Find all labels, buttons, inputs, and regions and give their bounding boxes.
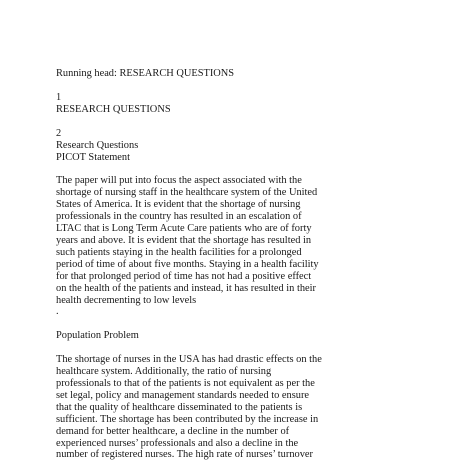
paragraph-picot bbox=[56, 175, 408, 318]
paragraph-line: on the health of the patients and instead, it has resulted in their bbox=[56, 282, 316, 294]
paragraph-population-problem bbox=[56, 354, 408, 461]
paragraph-line: LTAC that is Long Term Acute Care patients who are of forty bbox=[56, 223, 312, 235]
page-number-2: 2 bbox=[56, 127, 62, 139]
paragraph-line: for that prolonged period of time has not had a positive effect bbox=[56, 270, 312, 282]
paragraph-line: sufficient. The shortage has been contributed by the increase in bbox=[56, 413, 319, 425]
paragraph-line: The paper will put into focus the aspect associated with the bbox=[56, 175, 302, 187]
document-body bbox=[56, 68, 408, 461]
paragraph-line: years and above. It is evident that the shortage has resulted in bbox=[56, 234, 312, 246]
paragraph-line: set legal, policy and management standards needed to ensure bbox=[56, 389, 310, 401]
paragraph-line: The shortage of nurses in the USA has had drastic effects on the bbox=[56, 354, 322, 366]
paragraph-line: health decrementing to low levels bbox=[56, 294, 197, 306]
paragraph-line: professionals to that of the patients is not equivalent as per the bbox=[56, 378, 315, 390]
paragraph-line: healthcare system. Additionally, the ratio of nursing bbox=[56, 366, 272, 378]
document-title: Research Questions bbox=[56, 139, 139, 151]
paragraph-line: demand for better healthcare, a decline in the number of bbox=[56, 425, 290, 437]
paragraph-line: . bbox=[56, 306, 59, 318]
document-subtitle: PICOT Statement bbox=[56, 151, 130, 163]
paragraph-line: States of America. It is evident that the shortage of nursing bbox=[56, 199, 301, 211]
running-head: Running head: RESEARCH QUESTIONS bbox=[56, 68, 235, 79]
paragraph-line: shortage of nursing staff in the healthcare system of the United bbox=[56, 187, 318, 199]
section-heading: Population Problem bbox=[56, 330, 139, 342]
paragraph-line: number of registered nurses. The high rate of nurses’ turnover bbox=[56, 449, 313, 461]
page-number-1: 1 bbox=[56, 91, 62, 103]
paragraph-line: professionals in the country has resulted in an escalation of bbox=[56, 211, 302, 223]
paragraph-line: period of time of about five months. Staying in a health facility bbox=[56, 258, 319, 270]
page-header-1: RESEARCH QUESTIONS bbox=[56, 103, 171, 115]
paragraph-line: that the quality of healthcare disseminated to the patients is bbox=[56, 401, 303, 413]
paragraph-line: such patients staying in the health facilities for a prolonged bbox=[56, 246, 302, 258]
paragraph-line: experienced nurses’ professionals and also a decline in the bbox=[56, 437, 299, 449]
